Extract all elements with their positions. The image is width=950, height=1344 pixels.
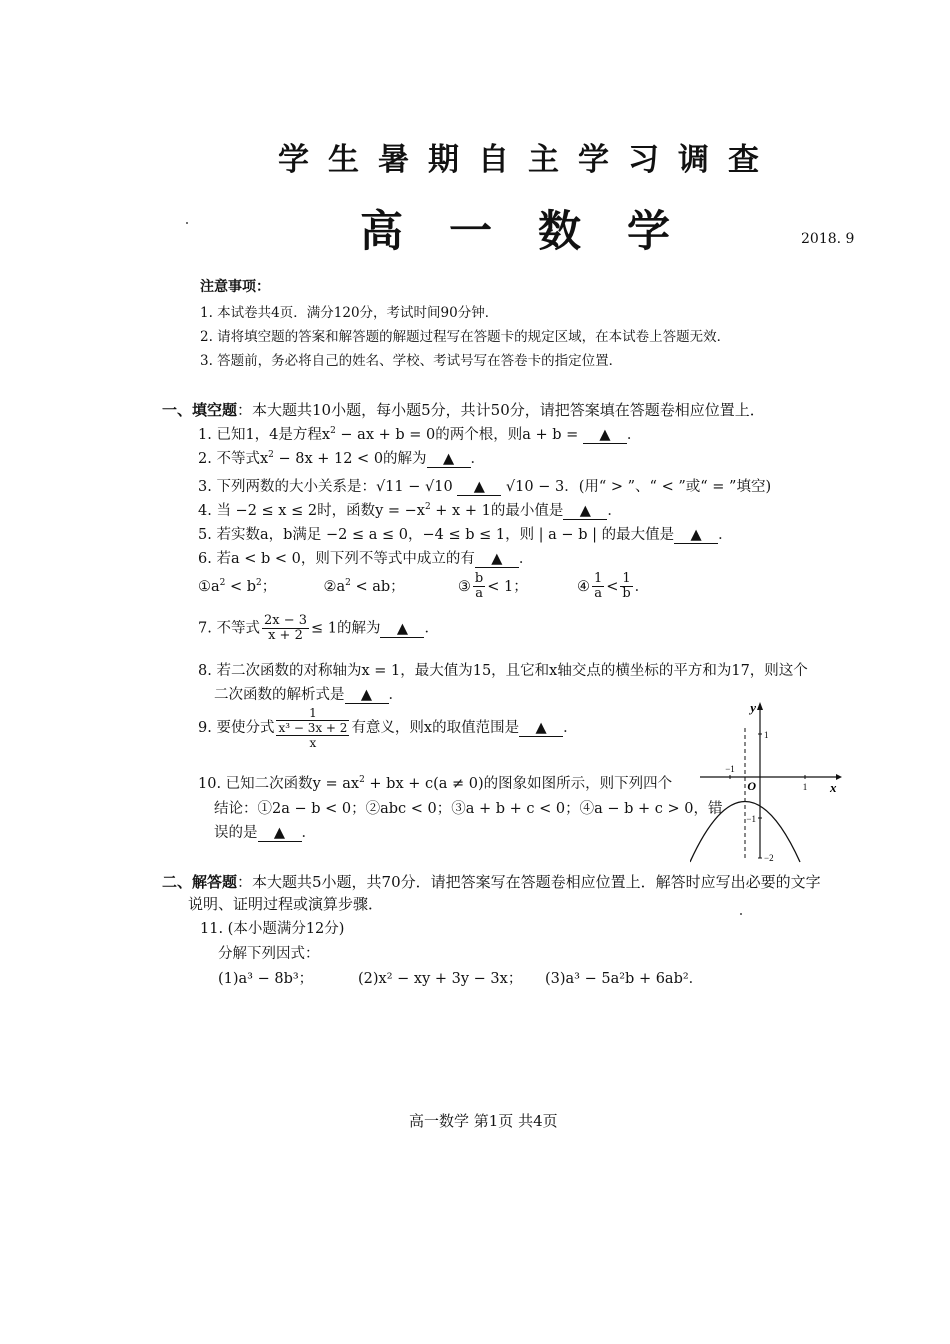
option-2: $②a^2$ < ab； — [323, 577, 405, 595]
question-7: 7. 不等式 $\frac{2x - 3}{x + 2}$ ≤ 1的解为 ▲ ． — [198, 613, 439, 643]
scan-speck — [740, 913, 742, 915]
parabola-curve — [690, 802, 800, 863]
exam-title: 学生暑期自主学习调查 — [278, 142, 778, 178]
question-3: 3. 下列两数的大小关系是：√11 − √10 ▲ √10 − 3．(用“ > ”、“ < ”或“ = ”填空) — [198, 479, 772, 495]
answer-blank: ▲ — [674, 527, 718, 544]
question-10-line1: 10. 已知二次函数$y = ax^2$ + bx + c(a ≠ 0)的图象如图所示，则下列四个 — [198, 775, 673, 792]
tick-label: −1 — [725, 764, 735, 774]
question-11-part1: (1)a³ − 8b³； — [218, 971, 314, 987]
parabola-graph — [690, 698, 850, 868]
tick-label: −1 — [746, 814, 756, 824]
answer-blank: ▲ — [380, 621, 424, 638]
scan-speck — [186, 222, 188, 224]
question-6: 6. 若a < b < 0，则下列不等式中成立的有 ▲ ． — [198, 551, 534, 567]
question-11-part3: (3)a³ − 5a²b + 6ab²． — [545, 971, 704, 987]
question-10-line2: 结论：①2a − b < 0；②abc < 0；③a + b + c < 0；④a − b + c > 0，错 — [214, 801, 723, 817]
question-1: 1. 已知1，4是方程$x^2$ − ax + b = 0的两个根，则a + b = ▲ ． — [198, 426, 642, 443]
question-11-prompt: 分解下列因式： — [218, 946, 320, 962]
note-item: 1. 本试卷共4页．满分120分，考试时间90分钟． — [200, 305, 499, 321]
tick-label: −2 — [764, 853, 774, 863]
note-item: 3. 答题前，务必将自己的姓名、学校、考试号写在答卷卡的指定位置． — [200, 353, 623, 369]
y-label: y — [750, 700, 756, 715]
answer-blank: ▲ — [583, 427, 627, 444]
question-6-options — [198, 572, 649, 601]
answer-blank: ▲ — [519, 720, 563, 737]
tick-label: 1 — [802, 782, 808, 792]
section2-heading-cont: 说明、证明过程或演算步骤． — [188, 895, 384, 913]
answer-blank: ▲ — [563, 503, 607, 520]
answer-blank: ▲ — [457, 479, 501, 496]
option-4: ④ $\frac{1}{a}$ < $\frac{1}{b}$ ． — [576, 571, 650, 601]
question-2: 2. 不等式$x^2 - 8x + 12 < 0$的解为 ▲ ． — [198, 450, 486, 467]
answer-blank: ▲ — [345, 687, 389, 704]
question-8-line1: 8. 若二次函数的对称轴为x = 1，最大值为15，且它和x轴交点的横坐标的平方和为17，则这个 — [198, 663, 808, 679]
section1-heading: 一、填空题：本大题共10小题，每小题5分，共计50分，请把答案填在答题卷相应位置上． — [162, 401, 765, 419]
exam-date: 2018. 9 — [801, 231, 855, 247]
question-10-line3: 误的是 ▲ ． — [214, 825, 316, 841]
answer-blank: ▲ — [427, 451, 471, 468]
option-1: $①a^2 < b^2$； — [198, 577, 277, 595]
answer-blank: ▲ — [258, 825, 302, 842]
question-5: 5. 若实数a，b满足 −2 ≤ a ≤ 0，−4 ≤ b ≤ 1，则 | a − b | 的最大值是 ▲ ． — [198, 527, 733, 543]
question-8-line2: 二次函数的解析式是 ▲ ． — [214, 687, 403, 703]
question-11-heading: 11. (本小题满分12分) — [200, 921, 345, 937]
option-3: ③ $\frac{b}{a}$ < 1； — [457, 571, 528, 601]
origin-label: O — [747, 779, 756, 793]
answer-blank: ▲ — [475, 551, 519, 568]
question-4: 4. 当 −2 ≤ x ≤ 2时，函数$y = -x^2 + x + 1$的最小值是 ▲ ． — [198, 502, 622, 519]
note-item: 2. 请将填空题的答案和解答题的解题过程写在答题卡的规定区域，在本试卷上答题无效． — [200, 329, 731, 345]
tick-label: 1 — [764, 730, 769, 740]
question-11-part2: (2)x² − xy + 3y − 3x； — [358, 971, 523, 987]
section2-heading: 二、解答题：本大题共5小题，共70分．请把答案写在答题卷相应位置上．解答时应写出必要的文字 — [162, 873, 821, 891]
x-label: x — [830, 780, 837, 795]
y-axis-arrow — [757, 702, 763, 710]
x-axis-arrow — [836, 774, 842, 780]
notes-heading: 注意事项： — [200, 279, 270, 295]
subject-title: 高一数学 — [360, 207, 716, 257]
page-footer: 高一数学 第1页 共4页 — [409, 1112, 558, 1130]
question-9: 9. 要使分式 $\frac{1}{\frac{\text{x³ − 3x + 2}}{x}}$ 有意义，则x的取值范围是 ▲ ． — [198, 706, 578, 750]
